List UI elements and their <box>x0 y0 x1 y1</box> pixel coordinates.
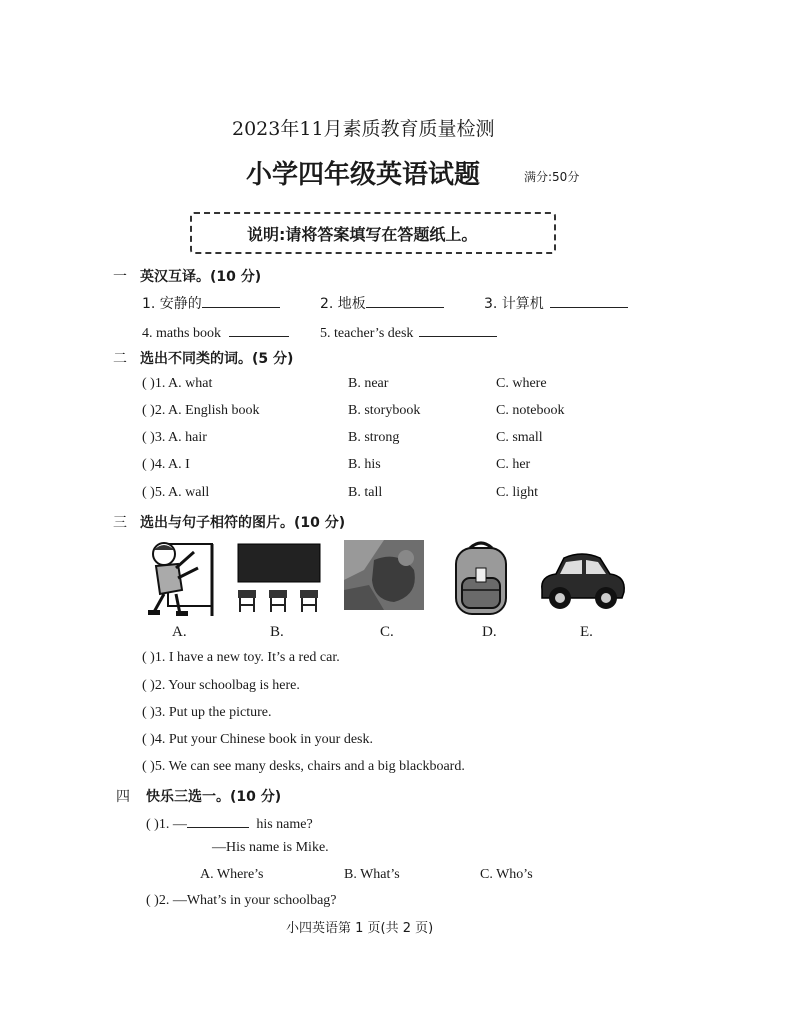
choice-question-2[interactable]: ( )2. —What’s in your schoolbag? <box>146 893 337 908</box>
picture-sentence-5[interactable]: ( )5. We can see many desks, chairs and a big blackboard. <box>142 759 465 774</box>
translate-item-2-text: 2. 地板 <box>320 296 366 312</box>
section4-title: 快乐三选一。(10 分) <box>146 789 282 805</box>
choice-question-1-prefix[interactable]: ( )1. — <box>146 817 187 832</box>
page-footer: 小四英语第 1 页(共 2 页) <box>286 921 434 936</box>
picture-sentence-4[interactable]: ( )4. Put your Chinese book in your desk. <box>142 732 373 747</box>
choice-question-1-answer: —His name is Mike. <box>212 840 329 855</box>
translate-item-1-text: 1. 安静的 <box>142 296 202 312</box>
picture-sentence-3[interactable]: ( )3. Put up the picture. <box>142 705 272 720</box>
section1-title: 英汉互译。(10 分) <box>140 269 262 285</box>
choice-question-1 <box>146 813 313 833</box>
answer-blank[interactable] <box>229 322 289 337</box>
notice-text: 说明:请将答案填写在答题纸上。 <box>247 225 478 244</box>
odd-one-row-2-b: B. storybook <box>348 403 421 418</box>
translate-item-4 <box>142 322 289 342</box>
odd-one-row-1-c: C. where <box>496 376 547 391</box>
odd-one-row-4-b: B. his <box>348 457 381 472</box>
translate-item-3-text: 3. 计算机 <box>484 296 544 312</box>
exam-line: 2023年11月素质教育质量检测 <box>232 118 495 140</box>
section3-title: 选出与句子相符的图片。(10 分) <box>140 515 346 531</box>
picture-label-e: E. <box>580 624 593 640</box>
section3-number: 三 <box>113 515 127 531</box>
choice-question-1-option-a: A. Where’s <box>200 867 264 882</box>
picture-label-b: B. <box>270 624 284 640</box>
choice-question-1-suffix: his name? <box>256 817 313 832</box>
odd-one-row-1-a[interactable]: ( )1. A. what <box>142 376 213 391</box>
odd-one-row-5-c: C. light <box>496 485 539 500</box>
picture-label-c: C. <box>380 624 394 640</box>
odd-one-row-3-b: B. strong <box>348 430 400 445</box>
answer-blank[interactable] <box>366 293 444 308</box>
answer-blank[interactable] <box>187 813 249 828</box>
picture-label-a: A. <box>172 624 187 640</box>
score-note: 满分:50分 <box>524 170 580 184</box>
translate-item-5-text: 5. teacher’s desk <box>320 326 414 341</box>
section2-number: 二 <box>113 351 127 367</box>
picture-d-schoolbag-icon <box>446 538 516 618</box>
odd-one-row-3-a[interactable]: ( )3. A. hair <box>142 430 207 445</box>
odd-one-row-1-b: B. near <box>348 376 389 391</box>
odd-one-row-4-a[interactable]: ( )4. A. I <box>142 457 190 472</box>
section4-number: 四 <box>116 789 130 805</box>
odd-one-row-5-a[interactable]: ( )5. A. wall <box>142 485 210 500</box>
page-title: 小学四年级英语试题 <box>246 160 481 190</box>
translate-item-5 <box>320 322 497 342</box>
odd-one-row-2-c: C. notebook <box>496 403 565 418</box>
picture-label-d: D. <box>482 624 497 640</box>
picture-a-boy-icon <box>142 538 216 618</box>
translate-item-4-text: 4. maths book <box>142 326 221 341</box>
picture-b-classroom-icon <box>236 542 322 614</box>
answer-blank[interactable] <box>202 293 280 308</box>
section1-number: 一 <box>113 269 127 285</box>
section2-title: 选出不同类的词。(5 分) <box>140 351 294 367</box>
choice-question-1-option-b: B. What’s <box>344 867 400 882</box>
answer-blank[interactable] <box>550 293 628 308</box>
odd-one-row-3-c: C. small <box>496 430 543 445</box>
picture-sentence-2[interactable]: ( )2. Your schoolbag is here. <box>142 678 300 693</box>
odd-one-row-4-c: C. her <box>496 457 531 472</box>
picture-c-photo-icon <box>344 540 424 610</box>
picture-e-car-icon <box>536 548 628 614</box>
picture-sentence-1[interactable]: ( )1. I have a new toy. It’s a red car. <box>142 650 340 665</box>
translate-item-2 <box>320 293 444 313</box>
odd-one-row-5-b: B. tall <box>348 485 383 500</box>
translate-item-3 <box>484 293 628 313</box>
odd-one-row-2-a[interactable]: ( )2. A. English book <box>142 403 260 418</box>
choice-question-1-option-c: C. Who’s <box>480 867 533 882</box>
translate-item-1 <box>142 293 280 313</box>
answer-blank[interactable] <box>419 322 497 337</box>
